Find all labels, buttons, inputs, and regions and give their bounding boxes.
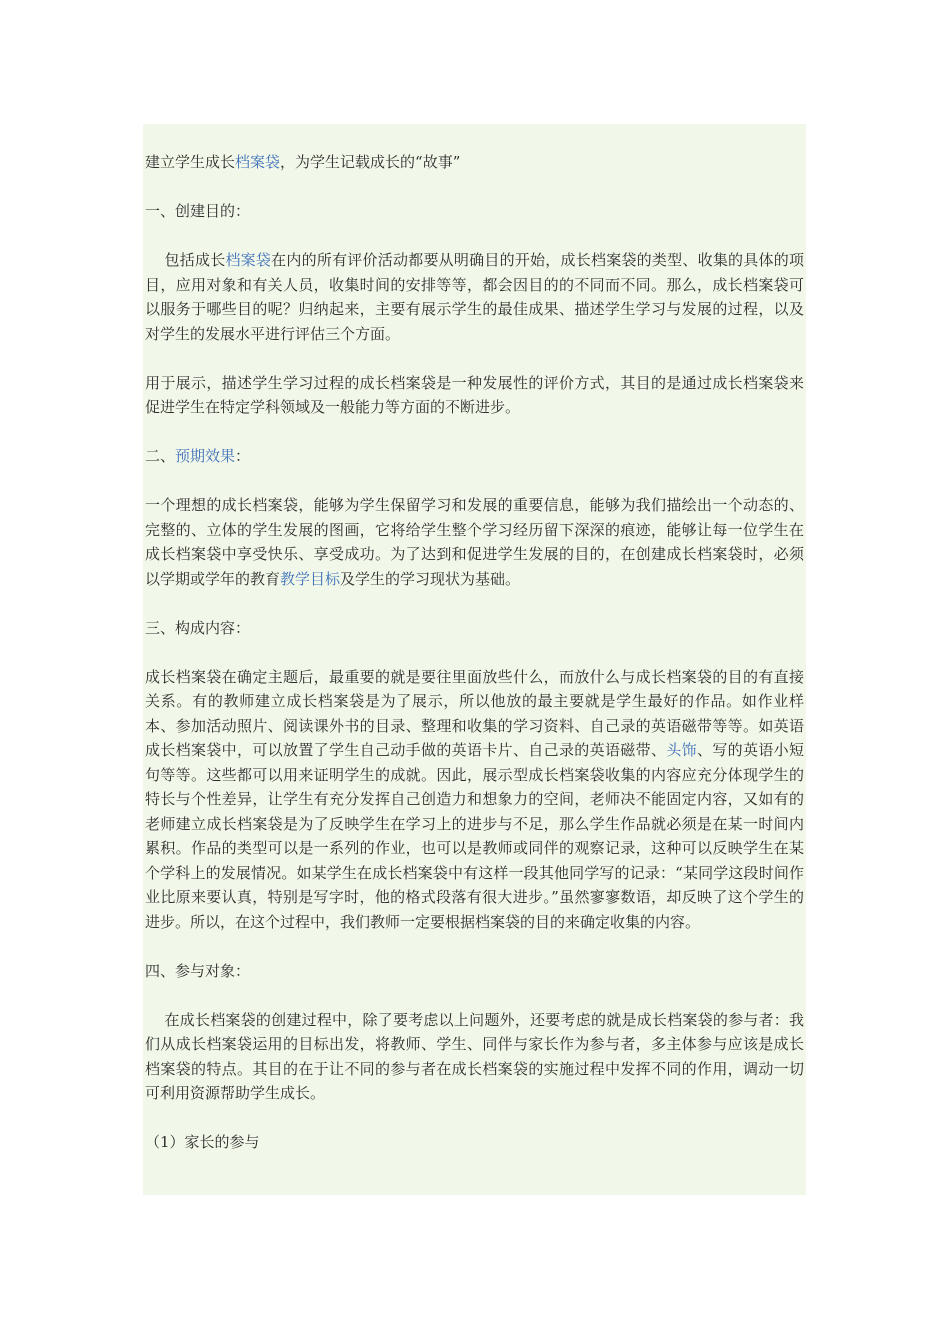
article-title: 建立学生成长档案袋，为学生记载成长的“故事”	[145, 153, 461, 171]
link-teaching-goal[interactable]: 教学目标	[280, 569, 341, 588]
subheading-parents: （1）家长的参与	[145, 1133, 260, 1151]
paragraph-participants-1: 在成长档案袋的创建过程中，除了要考虑以上问题外，还要考虑的就是成长档案袋的参与者：我们从成长档案袋运用的目标出发，将教师、学生、同伴与家长作为参与者，多主体参与应该是成长档案袋的特点。其目的在于让不同的参与者在成长档案袋的实施过程中发挥不同的作用，调动一切可利用资源帮助学生成长。	[145, 1010, 804, 1102]
section-heading-participants: 四、参与对象：	[145, 961, 251, 980]
paragraph-effect-1: 一个理想的成长档案袋，能够为学生保留学习和发展的重要信息，能够为我们描绘出一个动态的、完整的、立体的学生发展的图画，它将给学生整个学习经历留下深深的痕迹，能够让每一位学生在成长档案袋中享受快乐、享受成功。为了达到和促进学生发展的目的，在创建成长档案袋时，必须以学期或学年的教育教学目标及学生的学习现状为基础。	[145, 496, 804, 588]
article-body	[143, 124, 806, 1195]
paragraph-content-1: 成长档案袋在确定主题后，最重要的就是要往里面放些什么，而放什么与成长档案袋的目的有直接关系。有的教师建立成长档案袋是为了展示，所以他放的最主要就是学生最好的作品。如作业样本、参加活动照片、阅读课外书的目录、整理和收集的学习资料、自己录的英语磁带等等。如英语成长档案袋中，可以放置了学生自己动手做的英语卡片、自己录的英语磁带、头饰、写的英语小短句等等。这些都可以用来证明学生的成就。因此，展示型成长档案袋收集的内容应充分体现学生的特长与个性差异，让学生有充分发挥自己创造力和想象力的空间，老师决不能固定内容，又如有的老师建立成长档案袋是为了反映学生在学习上的进步与不足，那么学生作品就必须是在某一时间内累积。作品的类型可以是一系列的作业，也可以是教师或同伴的观察记录，这种可以反映学生在某个学科上的发展情况。如某学生在成长档案袋中有这样一段其他同学写的记录：“某同学这段时间作业比原来要认真，特别是写字时，他的格式段落有很大进步。”虽然寥寥数语，却反映了这个学生的进步。所以，在这个过程中，我们教师一定要根据档案袋的目的来确定收集的内容。	[145, 667, 804, 931]
paragraph-purpose-1: 包括成长档案袋在内的所有评价活动都要从明确目的开始，成长档案袋的类型、收集的具体的项目，应用对象和有关人员，收集时间的安排等等，都会因目的的不同而不同。那么，成长档案袋可以服务于哪些目的呢？归纳起来，主要有展示学生的最佳成果、描述学生学习与发展的过程，以及对学生的发展水平进行评估三个方面。	[145, 251, 804, 343]
link-expected-effect[interactable]: 预期效果	[175, 447, 236, 465]
section-heading-effect: 二、预期效果：	[145, 447, 251, 465]
section-heading-purpose: 一、创建目的：	[145, 202, 251, 220]
section-heading-content: 三、构成内容：	[145, 618, 251, 637]
link-headwear[interactable]: 头饰	[666, 741, 697, 759]
link-archive-bag-2[interactable]: 档案袋	[225, 251, 272, 269]
paragraph-purpose-2: 用于展示，描述学生学习过程的成长档案袋是一种发展性的评价方式，其目的是通过成长档案袋来促进学生在特定学科领域及一般能力等方面的不断进步。	[145, 373, 804, 416]
link-archive-bag[interactable]: 档案袋	[235, 153, 281, 171]
